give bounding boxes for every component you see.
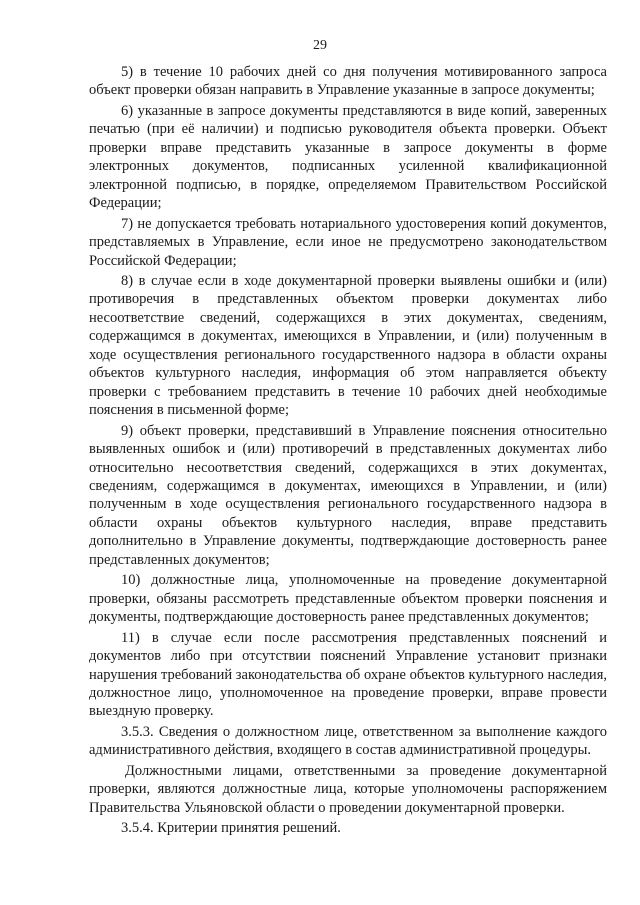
paragraph-section-3-5-4: 3.5.4. Критерии принятия решений. — [121, 820, 341, 837]
page-number: 29 — [313, 38, 327, 53]
document-body — [89, 63, 607, 838]
paragraph-item-7: 7) не допускается требовать нотариального удостоверения копий документов, представляемых в Управление, если иное не предусмотрено законодательством Российской Федерации; — [89, 215, 607, 269]
paragraph-item-6: 6) указанные в запросе документы представляются в виде копий, заверенных печатью (при её наличии) и подписью руководителя объекта проверки. Объект проверки вправе представить указанные в запросе документы в форме электронных документов, подписанных усиленной квалификационной электронной подписью, в порядке, определяемом Правительством Российской Федерации; — [89, 102, 607, 212]
paragraph-item-11: 11) в случае если после рассмотрения представленных пояснений и документов либо при отсутствии пояснений Управление установит признаки нарушения требований законодательства об охране объектов культурного наследия, должностное лицо, уполномоченное на проведение проверки, вправе провести выездную проверку. — [89, 629, 607, 720]
paragraph-item-10: 10) должностные лица, уполномоченные на проведение документарной проверки, обязаны рассмотреть представленные объектом проверки пояснения и документы, подтверждающие достоверность ранее представленных документов; — [89, 572, 607, 626]
paragraph-section-3-5-3: 3.5.3. Сведения о должностном лице, ответственном за выполнение каждого административного действия, входящего в состав административной процедуры. — [89, 723, 607, 759]
paragraph-responsible-officials: Должностными лицами, ответственными за проведение документарной проверки, являются должностные лица, которые уполномочены распоряжением Правительства Ульяновской области о проведении документарной проверки. — [89, 762, 607, 816]
paragraph-item-5: 5) в течение 10 рабочих дней со дня получения мотивированного запроса объект проверки обязан направить в Управление указанные в запросе документы; — [89, 64, 607, 99]
paragraph-item-8: 8) в случае если в ходе документарной проверки выявлены ошибки и (или) противоречия в представленных объектом проверки документах либо несоответствие сведений, содержащихся в этих документах, сведениям, содержащимся в документах, имеющихся в Управлении, и (или) полученным в ходе осуществления регионального государственного надзора в области охраны объектов культурного наследия, информация об этом направляется объекту проверки с требованием представить в течение 10 рабочих дней необходимые пояснения в письменной форме; — [89, 272, 607, 419]
paragraph-item-9: 9) объект проверки, представивший в Управление пояснения относительно выявленных ошибок и (или) противоречий в представленных документах либо относительно несоответствия сведений, содержащихся в этих документах, сведениям, содержащимся в документах, имеющихся в Управлении, и (или) полученным в ходе осуществления регионального государственного надзора в области охраны объектов культурного наследия, вправе представить дополнительно в Управление документы, подтверждающие достоверность ранее представленных документов; — [89, 422, 607, 568]
